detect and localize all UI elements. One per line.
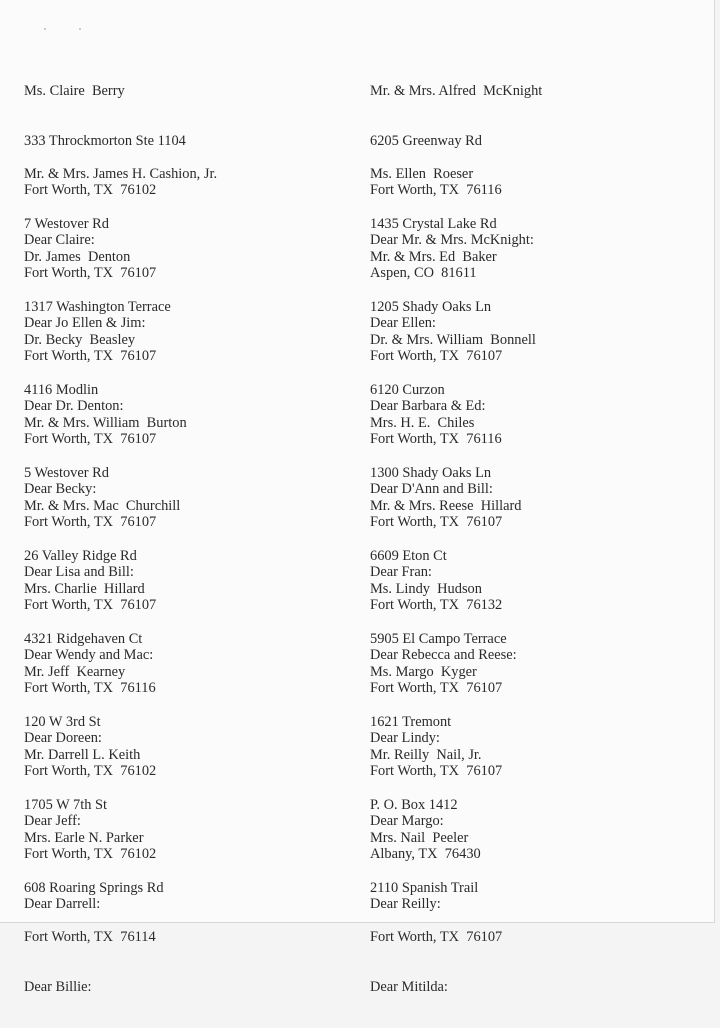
street-address: 1435 Crystal Lake Rd <box>370 215 497 232</box>
recipient-name: Mr. & Mrs. Mac Churchill <box>24 498 181 514</box>
street-address: 6120 Curzon <box>370 381 445 398</box>
salutation: Dear Barbara & Ed: <box>370 397 486 414</box>
street-address: 1621 Tremont <box>370 713 452 730</box>
salutation: Dear Rebecca and Reese: <box>370 646 517 663</box>
city-state-zip: Fort Worth, TX 76107 <box>24 431 157 447</box>
street-address: 1705 W 7th St <box>24 796 108 813</box>
recipient-name: Mr. & Mrs. William Burton <box>24 415 187 431</box>
salutation: Dear Lindy: <box>370 729 440 746</box>
street-address: 26 Valley Ridge Rd <box>24 547 137 564</box>
street-address: 6205 Greenway Rd <box>370 132 482 149</box>
recipient-name: Ms. Claire Berry <box>24 83 125 99</box>
recipient-name: Mr. & Mrs. Ed Baker <box>370 249 497 265</box>
recipient-name: Mr. Darrell L. Keith <box>24 747 141 763</box>
street-address: 7 Westover Rd <box>24 215 109 232</box>
salutation: Dear Jeff: <box>24 812 81 829</box>
street-address: 1300 Shady Oaks Ln <box>370 464 492 481</box>
street-address: 1205 Shady Oaks Ln <box>370 298 492 315</box>
recipient-name: Ms. Lindy Hudson <box>370 581 482 597</box>
recipient-name: Dr. Becky Beasley <box>24 332 136 348</box>
city-state-zip: Fort Worth, TX 76107 <box>370 763 503 779</box>
city-state-zip: Fort Worth, TX 76107 <box>24 514 157 530</box>
recipient-name: Mr. & Mrs. Alfred McKnight <box>370 83 543 99</box>
salutation: Dear Margo: <box>370 812 444 829</box>
city-state-zip: Fort Worth, TX 76116 <box>24 680 156 696</box>
city-state-zip: Fort Worth, TX 76107 <box>370 348 503 364</box>
recipient-name: Mr. Jeff Kearney <box>24 664 126 680</box>
paper-speck <box>44 28 46 30</box>
city-state-zip: Fort Worth, TX 76102 <box>24 846 157 862</box>
salutation: Dear Becky: <box>24 480 97 497</box>
street-address: 2110 Spanish Trail <box>370 879 479 896</box>
recipient-name: Mrs. Nail Peeler <box>370 830 469 846</box>
salutation: Dear Mitilda: <box>370 978 448 995</box>
city-state-zip: Fort Worth, TX 76102 <box>24 763 157 779</box>
street-address: 6609 Eton Ct <box>370 547 447 564</box>
paper-speck <box>79 28 81 30</box>
recipient-name: Mr. Reilly Nail, Jr. <box>370 747 482 763</box>
salutation: Dear Doreen: <box>24 729 102 746</box>
recipient-name: Mrs. Earle N. Parker <box>24 830 144 846</box>
recipient-name: Dr. James Denton <box>24 249 131 265</box>
right-address-column <box>370 50 700 995</box>
street-address: 4321 Ridgehaven Ct <box>24 630 143 647</box>
salutation: Dear Darrell: <box>24 895 101 912</box>
city-state-zip: Fort Worth, TX 76102 <box>24 182 157 198</box>
street-address: 120 W 3rd St <box>24 713 101 730</box>
recipient-name: Dr. & Mrs. William Bonnell <box>370 332 536 348</box>
recipient-name: Ms. Margo Kyger <box>370 664 477 680</box>
street-address: 4116 Modlin <box>24 381 99 398</box>
recipient-name: Mr. & Mrs. James H. Cashion, Jr. <box>24 166 218 182</box>
salutation: Dear Jo Ellen & Jim: <box>24 314 146 331</box>
city-state-zip: Fort Worth, TX 76107 <box>24 348 157 364</box>
recipient-name: Mrs. H. E. Chiles <box>370 415 475 431</box>
city-state-zip: Albany, TX 76430 <box>370 846 481 862</box>
city-state-zip: Fort Worth, TX 76114 <box>24 929 156 945</box>
city-state-zip: Fort Worth, TX 76107 <box>24 597 157 613</box>
recipient-name: Ms. Ellen Roeser <box>370 166 474 182</box>
salutation: Dear Ellen: <box>370 314 436 331</box>
salutation: Dear Reilly: <box>370 895 441 912</box>
city-state-zip: Aspen, CO 81611 <box>370 265 477 281</box>
city-state-zip: Fort Worth, TX 76116 <box>370 431 502 447</box>
street-address: 1317 Washington Terrace <box>24 298 171 315</box>
salutation: Dear Billie: <box>24 978 92 995</box>
city-state-zip: Fort Worth, TX 76107 <box>370 680 503 696</box>
salutation: Dear Fran: <box>370 563 432 580</box>
city-state-zip: Fort Worth, TX 76116 <box>370 182 502 198</box>
street-address: 5 Westover Rd <box>24 464 109 481</box>
recipient-name: Mr. & Mrs. Reese Hillard <box>370 498 522 514</box>
recipient-name: Mrs. Charlie Hillard <box>24 581 145 597</box>
city-state-zip: Fort Worth, TX 76132 <box>370 597 503 613</box>
salutation: Dear Lisa and Bill: <box>24 563 134 580</box>
street-address: 5905 El Campo Terrace <box>370 630 507 647</box>
city-state-zip: Fort Worth, TX 76107 <box>24 265 157 281</box>
salutation: Dear Mr. & Mrs. McKnight: <box>370 231 534 248</box>
salutation: Dear D'Ann and Bill: <box>370 480 493 497</box>
city-state-zip: Fort Worth, TX 76107 <box>370 929 503 945</box>
left-address-column <box>24 50 354 995</box>
city-state-zip: Fort Worth, TX 76107 <box>370 514 503 530</box>
salutation: Dear Claire: <box>24 231 95 248</box>
salutation: Dear Dr. Denton: <box>24 397 124 414</box>
salutation: Dear Wendy and Mac: <box>24 646 154 663</box>
street-address: P. O. Box 1412 <box>370 796 458 813</box>
street-address: 333 Throckmorton Ste 1104 <box>24 132 186 149</box>
street-address: 608 Roaring Springs Rd <box>24 879 164 896</box>
